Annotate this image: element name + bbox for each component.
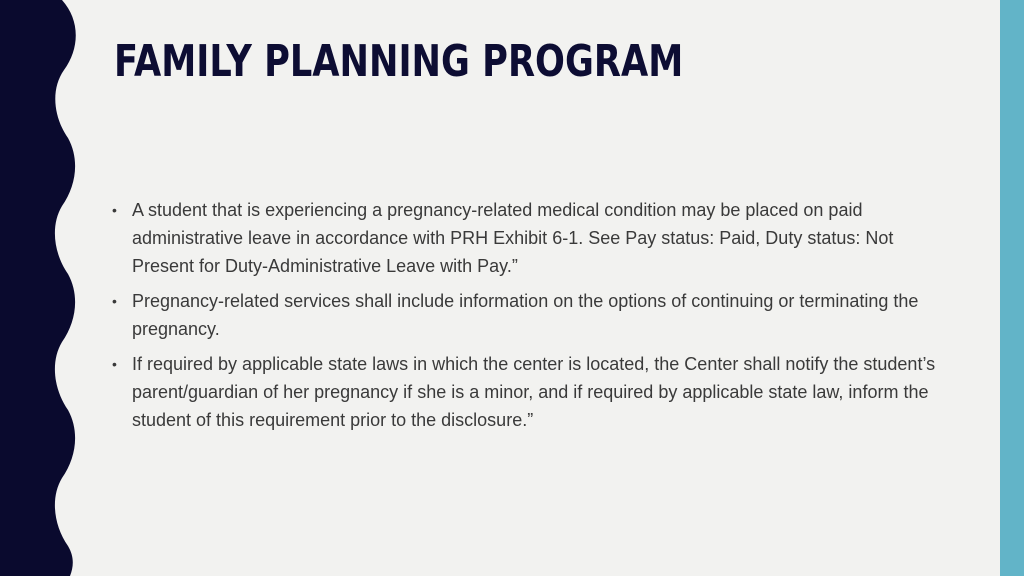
bullet-text: If required by applicable state laws in which the center is located, the Center shall notify the student’s parent/guardian of her pregnancy if she is a minor, and if required by applicable state law, inform the student of this requirement prior to the disclosure.” [132, 354, 936, 430]
bullet-list [110, 196, 950, 441]
bullet-dot-icon: • [112, 202, 117, 218]
bullet-dot-icon: • [112, 356, 117, 372]
right-accent-bar [1000, 0, 1024, 576]
bullet-item-1 [110, 196, 950, 280]
slide-title: FAMILY PLANNING PROGRAM [114, 36, 684, 87]
bullet-item-2 [110, 287, 950, 343]
bullet-text: Pregnancy-related services shall include information on the options of continuing or terminating the pregnancy. [132, 291, 919, 339]
bullet-item-3 [110, 350, 950, 434]
wavy-left-band [0, 0, 80, 576]
bullet-dot-icon: • [112, 293, 117, 309]
wavy-band-shape [0, 0, 76, 576]
bullet-text: A student that is experiencing a pregnancy-related medical condition may be placed on paid administrative leave in accordance with PRH Exhibit 6-1. See Pay status: Paid, Duty status: Not Present for Duty-Administrative Leave with Pay.” [132, 200, 894, 276]
